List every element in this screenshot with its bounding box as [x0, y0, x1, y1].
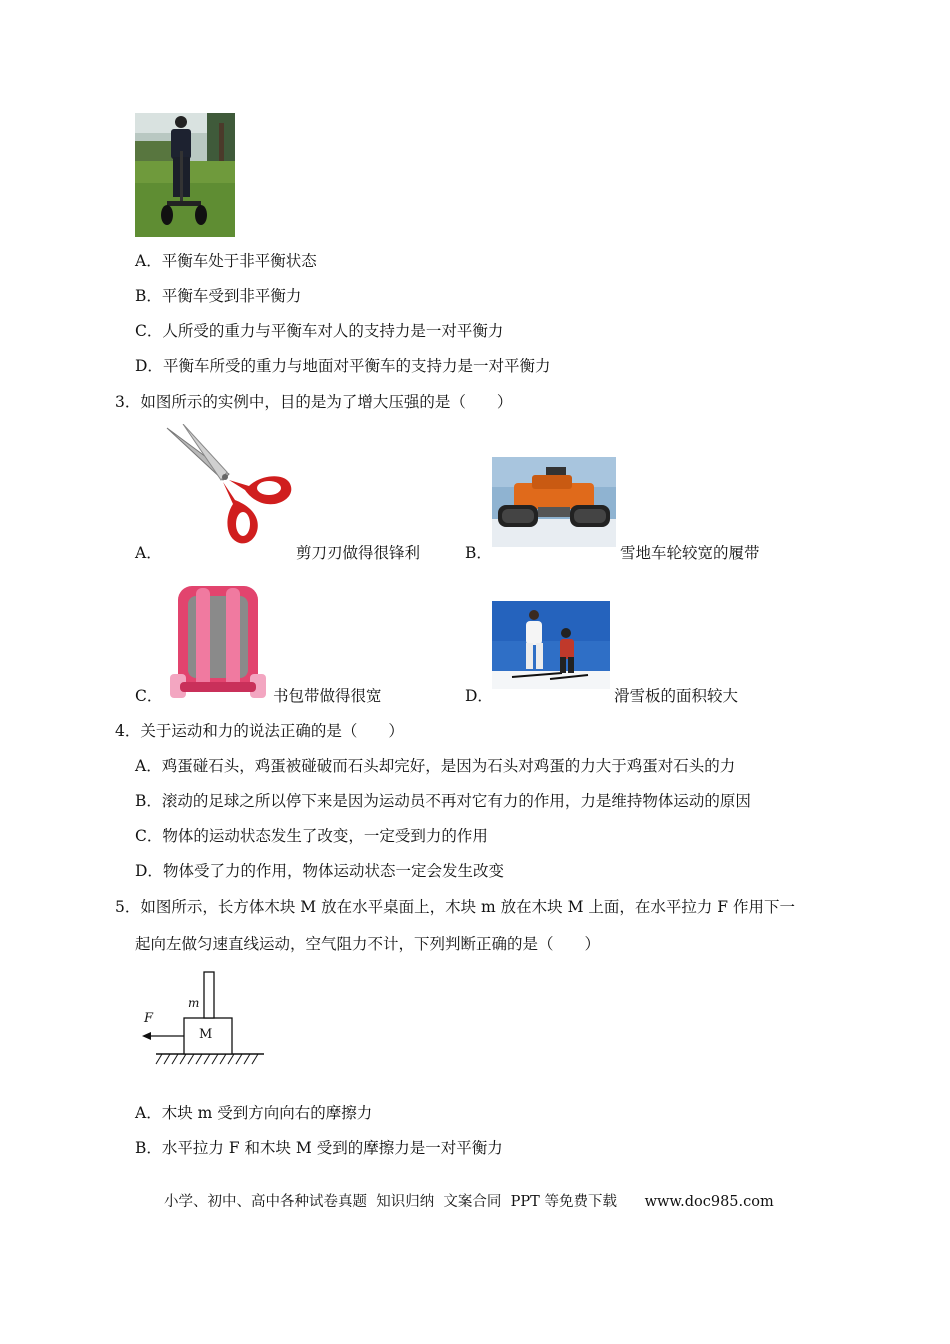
option-text: 人所受的重力与平衡车对人的支持力是一对平衡力: [162, 322, 504, 340]
skiers-photo: [492, 601, 610, 689]
option-text: 平衡车所受的重力与地面对平衡车的支持力是一对平衡力: [162, 357, 551, 375]
option-text: 滚动的足球之所以停下来是因为运动员不再对它有力的作用，力是维持物体运动的原因: [161, 792, 751, 810]
option-label: C．: [135, 322, 163, 340]
option-label: A．: [135, 757, 162, 775]
option-text: 物体的运动状态发生了改变，一定受到力的作用: [162, 827, 488, 845]
q4-option-b: [135, 791, 751, 811]
backpack-image: [166, 582, 270, 700]
option-label: A．: [135, 252, 162, 270]
option-label: B．: [135, 287, 162, 305]
option-label: D．: [135, 357, 163, 375]
force-label: F: [144, 1011, 154, 1026]
q5-option-b: [135, 1138, 503, 1158]
option-text: 平衡车处于非平衡状态: [161, 252, 317, 270]
q3-option-b-text: 雪地车轮较宽的履带: [620, 544, 760, 562]
q4-stem: 4．关于运动和力的说法正确的是（ ）: [115, 722, 404, 740]
balance-scooter-photo: [135, 113, 235, 237]
option-label: A．: [135, 1104, 162, 1122]
q5-option-a: [135, 1103, 372, 1123]
q2-option-c: [135, 321, 503, 341]
option-label: B．: [135, 1139, 162, 1157]
option-text: 木块 m 受到方向向右的摩擦力: [161, 1104, 373, 1122]
q3-option-a-text: 剪刀刃做得很锋利: [296, 544, 421, 562]
scissors-image: [163, 424, 295, 548]
q3-option-c-text: 书包带做得很宽: [273, 687, 382, 705]
q3-stem: 3．如图所示的实例中，目的是为了增大压强的是（ ）: [115, 393, 513, 411]
snowmobile-photo: [492, 457, 616, 547]
big-block-label: M: [199, 1027, 213, 1042]
q5-stem-line1: 5．如图所示，长方体木块 M 放在水平桌面上，木块 m 放在木块 M 上面，在水平拉力 F 作用下一: [115, 898, 795, 916]
q2-option-d: [135, 356, 550, 376]
q2-option-b: [135, 286, 301, 306]
q5-stem-line2: 起向左做匀速直线运动，空气阻力不计，下列判断正确的是（ ）: [135, 935, 601, 953]
q3-option-a-label: A．: [135, 544, 162, 562]
blocks-force-diagram: [138, 968, 268, 1068]
q4-option-d: [135, 861, 504, 881]
q3-option-d-text: 滑雪板的面积较大: [614, 687, 739, 705]
page-footer: 小学、初中、高中各种试卷真题 知识归纳 文案合同 PPT 等免费下载 www.doc985.com: [164, 1194, 774, 1210]
option-label: D．: [135, 862, 163, 880]
option-text: 物体受了力的作用，物体运动状态一定会发生改变: [162, 862, 504, 880]
option-text: 鸡蛋碰石头，鸡蛋被碰破而石头却完好，是因为石头对鸡蛋的力大于鸡蛋对石头的力: [161, 757, 736, 775]
q3-option-b-label: B．: [465, 544, 492, 562]
option-label: B．: [135, 792, 162, 810]
small-block-label: m: [188, 996, 200, 1010]
q4-option-c: [135, 826, 488, 846]
option-text: 平衡车受到非平衡力: [161, 287, 302, 305]
q4-option-a: [135, 756, 735, 776]
option-label: C．: [135, 827, 163, 845]
q2-option-a: [135, 251, 317, 271]
option-text: 水平拉力 F 和木块 M 受到的摩擦力是一对平衡力: [161, 1139, 503, 1157]
q3-option-d-label: D．: [465, 687, 493, 705]
q3-option-c-label: C．: [135, 687, 163, 705]
